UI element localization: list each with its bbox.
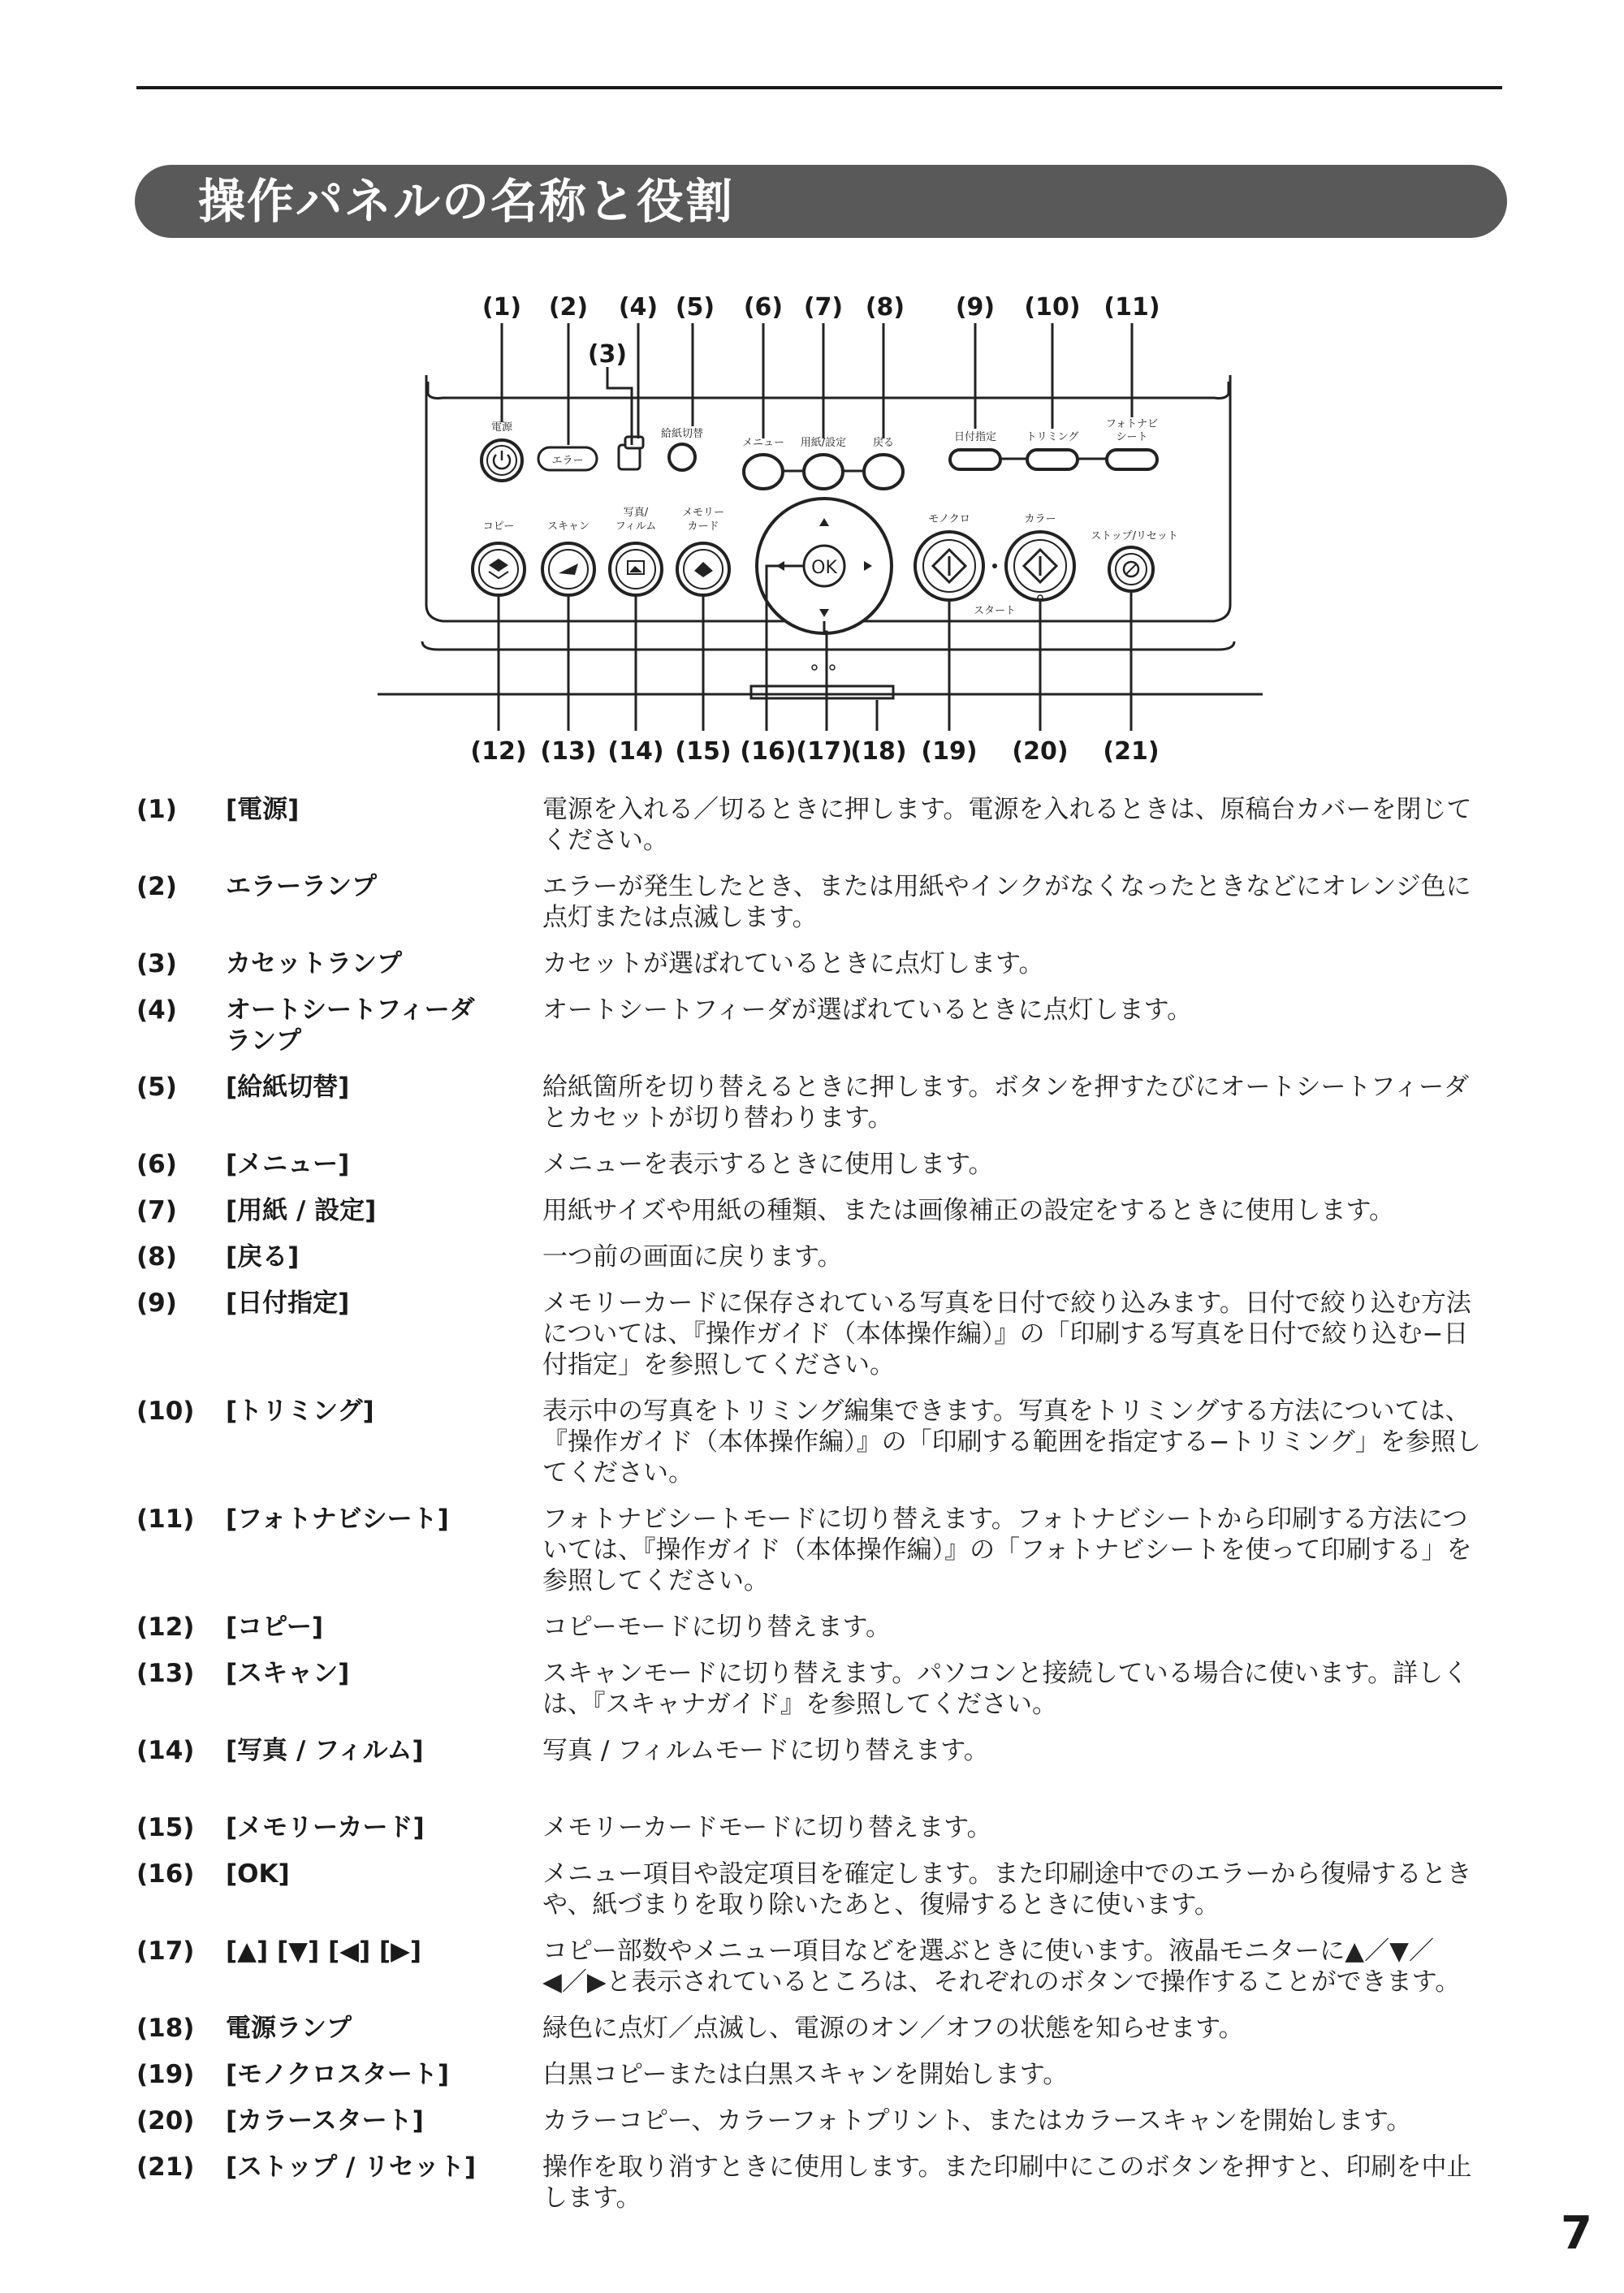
definition-number: (6)	[136, 1150, 177, 1179]
description-line: ください。	[542, 826, 668, 855]
paper-settings-label: 用紙/設定	[800, 437, 847, 449]
mono-label: モノクロ	[928, 513, 970, 525]
callout-7: (7)	[803, 293, 844, 322]
definition-term: 電源ランプ	[226, 2014, 352, 2043]
photo-film-label-2: フィルム	[615, 520, 657, 533]
definition-number: (11)	[136, 1505, 195, 1534]
callout-19: (19)	[921, 737, 978, 766]
callout-8: (8)	[865, 293, 905, 322]
description-line: てください。	[542, 1458, 693, 1488]
description-line: 用紙サイズや用紙の種類、または画像補正の設定をするときに使用します。	[542, 1196, 1395, 1225]
definition-term: [ストップ / リセット]	[226, 2153, 477, 2182]
back-label: 戻る	[872, 437, 895, 449]
definition-number: (18)	[136, 2014, 195, 2043]
scan-label: スキャン	[546, 520, 590, 533]
definition-description	[542, 2152, 1622, 2213]
definition-number: (5)	[136, 1073, 177, 1102]
definition-description	[542, 1396, 1622, 1488]
description-line: メニュー項目や設定項目を確定します。また印刷途中でのエラーから復帰するとき	[542, 1859, 1472, 1889]
color-label: カラー	[1024, 513, 1056, 525]
date-label: 日付指定	[953, 431, 997, 443]
definition-description	[542, 794, 1622, 856]
definition-term: [戻る]	[226, 1242, 300, 1272]
definition-description	[542, 2105, 1622, 2136]
callout-9: (9)	[955, 293, 996, 322]
definition-description	[542, 995, 1622, 1026]
photo-navi-label-2: シート	[1116, 431, 1148, 443]
ok-button-label: OK	[811, 558, 837, 578]
definition-number: (3)	[136, 949, 177, 978]
page-title: 操作パネルの名称と役割	[198, 174, 735, 229]
photo-navi-label-1: フォトナビ	[1105, 418, 1159, 430]
callout-5: (5)	[675, 293, 715, 322]
definition-description	[542, 2013, 1622, 2044]
callout-12: (12)	[470, 737, 527, 766]
top-rule	[136, 86, 1502, 89]
definition-term: [メニュー]	[226, 1150, 350, 1179]
description-line: 表示中の写真をトリミング編集できます。写真をトリミングする方法については、	[542, 1397, 1471, 1426]
definition-number: (19)	[136, 2060, 195, 2089]
power-button[interactable]	[482, 440, 522, 481]
description-line: オートシートフィーダが選ばれているときに点灯します。	[542, 995, 1193, 1025]
callout-17: (17)	[796, 737, 853, 766]
callout-14: (14)	[607, 737, 664, 766]
callout-4: (4)	[618, 293, 659, 322]
ok-button[interactable]	[804, 546, 844, 586]
definition-number: (13)	[136, 1659, 195, 1688]
callout-21: (21)	[1103, 737, 1160, 766]
description-line: カラーコピー、カラーフォトプリント、またはカラースキャンを開始します。	[542, 2106, 1412, 2135]
definition-description	[542, 948, 1622, 979]
definition-term: [カラースタート]	[226, 2106, 424, 2135]
description-line: エラーが発生したとき、または用紙やインクがなくなったときなどにオレンジ色に	[542, 872, 1471, 901]
definition-description	[542, 1812, 1622, 1843]
definition-term: エラーランプ	[226, 872, 377, 901]
description-line: メニューを表示するときに使用します。	[542, 1150, 994, 1179]
top-callouts	[482, 293, 1160, 369]
definition-description	[542, 1612, 1622, 1643]
definition-term: [モノクロスタート]	[226, 2060, 450, 2089]
definition-number: (10)	[136, 1397, 195, 1426]
description-line: 参照してください。	[542, 1566, 769, 1596]
back-button[interactable]	[864, 455, 903, 489]
photo-film-label-1: 写真/	[623, 507, 649, 519]
description-line: 点灯または点滅します。	[542, 903, 818, 932]
start-label: スタート	[973, 605, 1017, 617]
scan-button[interactable]	[542, 543, 594, 595]
definition-number: (14)	[136, 1736, 195, 1765]
definition-term: [給紙切替]	[226, 1073, 350, 1102]
description-line: 付指定」を参照してください。	[542, 1350, 895, 1380]
power-label: 電源	[490, 421, 513, 434]
description-line: とカセットが切り替わります。	[542, 1103, 893, 1133]
description-line: 操作を取り消すときに使用します。また印刷中にこのボタンを押すと、印刷を中止	[542, 2153, 1472, 2182]
callout-2: (2)	[548, 293, 589, 322]
description-line: 緑色に点灯／点滅し、電源のオン／オフの状態を知らせます。	[542, 2014, 1244, 2043]
stop-reset-label: ストップ/リセット	[1091, 530, 1178, 542]
definition-term: [コピー]	[226, 1613, 324, 1642]
definition-number: (16)	[136, 1859, 195, 1889]
callout-1: (1)	[482, 293, 522, 322]
photo-film-button[interactable]	[610, 543, 662, 595]
definition-number: (20)	[136, 2106, 195, 2135]
definition-term: [電源]	[226, 795, 300, 824]
stop-reset-button[interactable]	[1109, 547, 1153, 591]
menu-button[interactable]	[744, 455, 783, 489]
description-line: 白黒コピーまたは白黒スキャンを開始します。	[542, 2060, 1069, 2089]
description-line: 給紙箇所を切り替えるときに押します。ボタンを押すたびにオートシートフィーダ	[542, 1073, 1470, 1102]
photo-navi-sheet-button[interactable]	[1107, 450, 1157, 469]
definition-description	[542, 1658, 1622, 1720]
callout-6: (6)	[743, 293, 784, 322]
menu-label: メニュー	[741, 437, 785, 449]
callout-20: (20)	[1012, 737, 1069, 766]
definition-term: [メモリーカード]	[226, 1813, 425, 1842]
trimming-button[interactable]	[1027, 450, 1078, 469]
definition-term: [日付指定]	[226, 1289, 350, 1318]
definition-term: [OK]	[226, 1859, 290, 1889]
description-line: ◀／▶と表示されているところは、それぞれのボタンで操作することができます。	[542, 1967, 1461, 1997]
description-line: 電源を入れる／切るときに押します。電源を入れるときは、原稿台カバーを閉じて	[542, 795, 1472, 824]
page-number: 7	[1561, 2207, 1592, 2260]
callout-11: (11)	[1104, 293, 1160, 322]
description-line: 写真 / フィルムモードに切り替えます。	[542, 1736, 989, 1765]
description-line: は、『スキャナガイド』を参照してください。	[542, 1690, 1057, 1719]
paper-settings-button[interactable]	[804, 455, 843, 489]
separator-dot	[992, 564, 997, 568]
title-bar	[135, 165, 1507, 238]
callout-15: (15)	[675, 737, 732, 766]
definition-term: [スキャン]	[226, 1659, 350, 1688]
copy-button[interactable]	[473, 543, 525, 595]
memory-card-button[interactable]	[677, 543, 729, 595]
definition-number: (21)	[136, 2153, 195, 2182]
mono-start-button[interactable]	[915, 532, 983, 600]
callout-3: (3)	[587, 340, 628, 369]
callout-13: (13)	[540, 737, 597, 766]
definition-term: [トリミング]	[226, 1397, 374, 1426]
feed-switch-button[interactable]	[669, 444, 695, 470]
description-line: メモリーカードに保存されている写真を日付で絞り込みます。日付で絞り込む方法	[542, 1289, 1471, 1318]
callout-18: (18)	[850, 737, 907, 766]
definition-number: (17)	[136, 1937, 195, 1966]
definition-description	[542, 1242, 1622, 1272]
definition-description	[542, 1149, 1622, 1180]
date-button[interactable]	[950, 450, 1000, 469]
error-label: エラー	[551, 455, 584, 467]
definition-number: (7)	[136, 1196, 177, 1225]
description-line: については、『操作ガイド（本体操作編）』の「印刷する写真を日付で絞り込む−日	[542, 1319, 1469, 1349]
definition-term: カセットランプ	[226, 949, 402, 978]
description-line: コピー部数やメニュー項目などを選ぶときに使います。液晶モニターに▲／▼／	[542, 1937, 1434, 1966]
description-line: や、紙づまりを取り除いたあと、復帰するときに使います。	[542, 1890, 1220, 1919]
definition-number: (8)	[136, 1242, 177, 1272]
operation-panel-diagram	[0, 276, 1624, 779]
definition-description	[542, 1072, 1622, 1134]
definition-description	[542, 1195, 1622, 1226]
description-line: メモリーカードモードに切り替えます。	[542, 1813, 992, 1842]
definition-description	[542, 2059, 1622, 2090]
trimming-label: トリミング	[1026, 431, 1079, 443]
definition-term: オートシートフィーダ ランプ	[226, 995, 475, 1056]
description-line: 『操作ガイド（本体操作編）』の「印刷する範囲を指定する−トリミング」を参照し	[542, 1427, 1481, 1457]
definition-number: (2)	[136, 872, 177, 901]
definition-description	[542, 1288, 1622, 1380]
feed-switch-label: 給紙切替	[660, 428, 704, 440]
callout-16: (16)	[740, 737, 797, 766]
definition-description	[542, 1936, 1622, 1997]
description-line: スキャンモードに切り替えます。パソコンと接続している場合に使います。詳しく	[542, 1659, 1469, 1688]
definition-description	[542, 1735, 1622, 1766]
memory-card-label-1: メモリー	[681, 507, 725, 519]
definition-description	[542, 1859, 1622, 1920]
description-line: フォトナビシートモードに切り替えます。フォトナビシートから印刷する方法につ	[542, 1505, 1468, 1534]
definition-description	[542, 1504, 1622, 1596]
definition-number: (15)	[136, 1813, 195, 1842]
definition-number: (1)	[136, 795, 177, 824]
description-line: コピーモードに切り替えます。	[542, 1613, 892, 1642]
copy-label: コピー	[482, 520, 515, 533]
definition-description	[542, 871, 1622, 933]
callout-10: (10)	[1024, 293, 1081, 322]
description-line: カセットが選ばれているときに点灯します。	[542, 949, 1044, 978]
auto-sheet-feeder-lamp	[625, 437, 643, 448]
power-lamp	[812, 665, 835, 670]
bottom-callouts	[470, 737, 1159, 766]
definition-term: [写真 / フィルム]	[226, 1736, 424, 1765]
definition-number: (12)	[136, 1613, 195, 1642]
description-line: いては、『操作ガイド（本体操作編）』の「フォトナビシートを使って印刷する」を	[542, 1535, 1472, 1565]
description-line: 一つ前の画面に戻ります。	[542, 1242, 843, 1272]
color-start-button[interactable]	[1006, 532, 1074, 600]
description-line: します。	[542, 2183, 641, 2213]
memory-card-label-2: カード	[687, 520, 719, 533]
definition-term: [フォトナビシート]	[226, 1505, 449, 1534]
definition-number: (9)	[136, 1289, 177, 1318]
definition-number: (4)	[136, 995, 177, 1025]
definition-term: [▲] [▼] [◀] [▶]	[226, 1937, 422, 1966]
definition-term: [用紙 / 設定]	[226, 1196, 377, 1225]
